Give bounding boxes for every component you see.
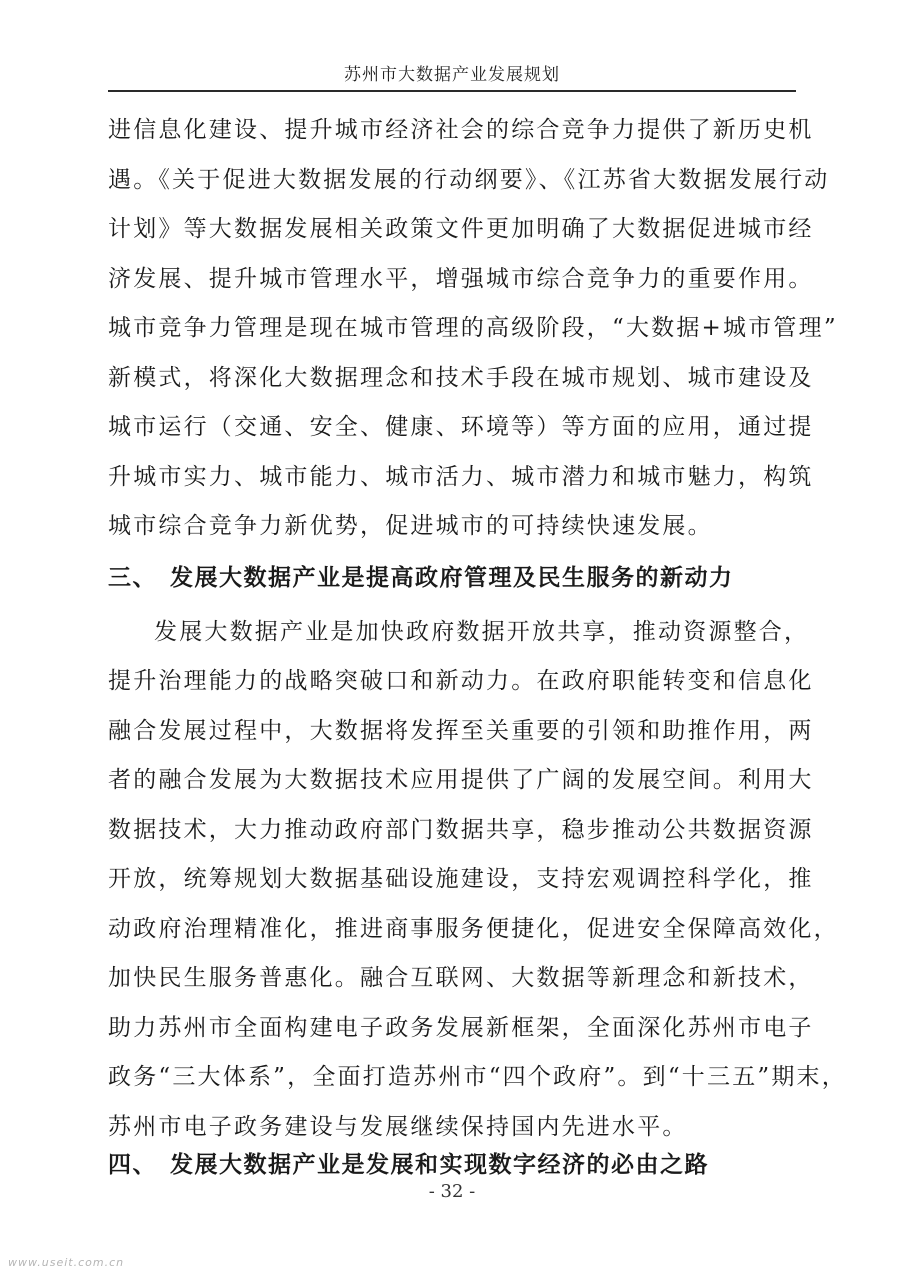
paragraph-line: 助力苏州市全面构建电子政务发展新框架，全面深化苏州市电子 [108,1015,814,1041]
paragraph-line: 苏州市电子政务建设与发展继续保持国内先进水平。 [108,1114,688,1140]
watermark: www.useit.com.cn [8,1256,125,1269]
paragraph-line: 融合发展过程中，大数据将发挥至关重要的引领和助推作用，两 [108,718,814,744]
paragraph-line: 遇。《关于促进大数据发展的行动纲要》、《江苏省大数据发展行动 [108,167,830,193]
paragraph-line: 数据技术，大力推动政府部门数据共享，稳步推动公共数据资源 [108,817,814,843]
section-title: 发展大数据产业是提高政府管理及民生服务的新动力 [170,564,734,591]
section-heading [108,1150,796,1180]
section-heading [108,563,796,593]
section-number: 三、 [108,564,157,591]
paragraph-line: 城市运行（交通、安全、健康、环境等）等方面的应用，通过提 [108,414,814,440]
paragraph-line: 者的融合发展为大数据技术应用提供了广阔的发展空间。利用大 [108,767,814,793]
section-number: 四、 [108,1151,157,1178]
paragraph-line: 政务“三大体系”，全面打造苏州市“四个政府”。到“十三五”期末， [108,1064,847,1090]
paragraph-line: 城市竞争力管理是现在城市管理的高级阶段，“大数据+城市管理” [108,315,838,341]
page-number: - 32 - [428,1181,476,1202]
paragraph-line: 升城市实力、城市能力、城市活力、城市潜力和城市魅力，构筑 [108,464,814,490]
header-rule [108,90,796,92]
paragraph-line: 进信息化建设、提升城市经济社会的综合竞争力提供了新历史机 [108,117,814,143]
running-header: 苏州市大数据产业发展规划 [344,65,560,85]
paragraph-line: 加快民生服务普惠化。融合互联网、大数据等新理念和新技术， [108,965,814,991]
paragraph-line: 提升治理能力的战略突破口和新动力。在政府职能转变和信息化 [108,668,814,694]
paragraph-line: 计划》等大数据发展相关政策文件更加明确了大数据促进城市经 [108,216,814,242]
paragraph-line: 开放，统筹规划大数据基础设施建设，支持宏观调控科学化，推 [108,866,814,892]
paragraph-line: 新模式，将深化大数据理念和技术手段在城市规划、城市建设及 [108,365,814,391]
paragraph-line: 发展大数据产业是加快政府数据开放共享，推动资源整合， [154,619,810,645]
paragraph-line: 济发展、提升城市管理水平，增强城市综合竞争力的重要作用。 [108,266,814,292]
section-title: 发展大数据产业是发展和实现数字经济的必由之路 [170,1151,709,1178]
paragraph-line: 城市综合竞争力新优势，促进城市的可持续快速发展。 [108,513,713,539]
paragraph-line: 动政府治理精准化，推进商事服务便捷化，促进安全保障高效化， [108,916,839,942]
